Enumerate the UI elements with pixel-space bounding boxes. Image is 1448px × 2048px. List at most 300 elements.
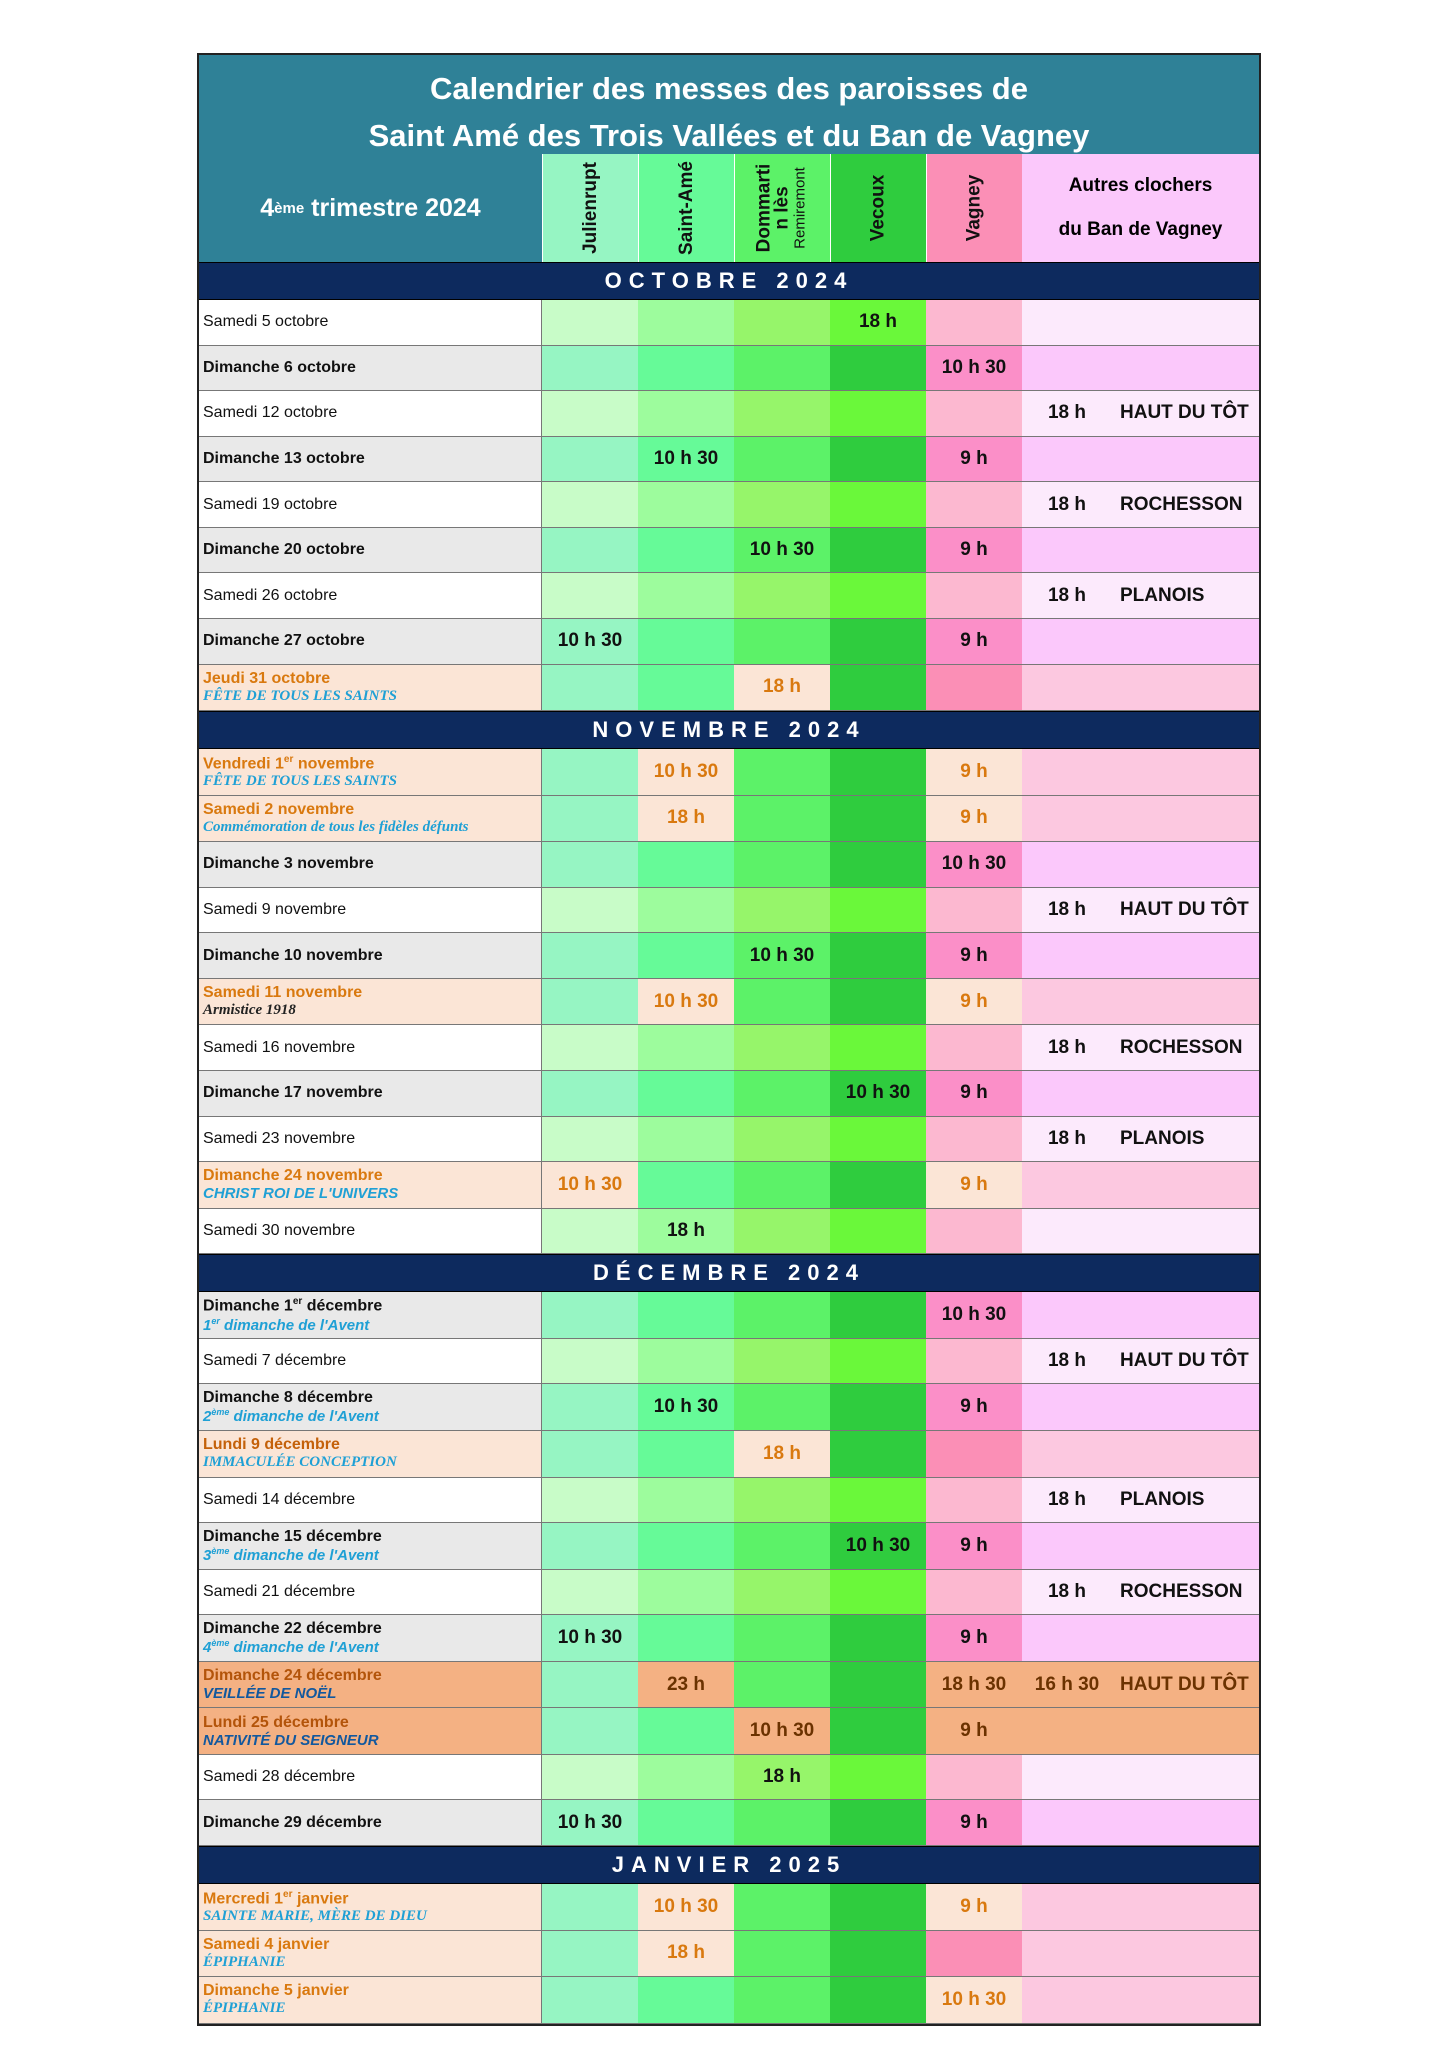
date-label: Samedi 5 octobre — [203, 313, 329, 331]
date-label: Samedi 14 décembre — [203, 1490, 356, 1508]
date-label: Dimanche 24 novembre — [203, 1167, 383, 1185]
calendar-row — [199, 346, 1259, 392]
time-cell-saint-ame: 23 h — [638, 1662, 734, 1708]
time-cell-julienrupt — [542, 391, 638, 436]
time-cell-saint-ame: 10 h 30 — [638, 1384, 734, 1430]
other-place: HAUT DU TÔT — [1120, 1350, 1249, 1372]
calendar-row — [199, 482, 1259, 528]
time-cell-julienrupt — [542, 1931, 638, 1977]
time-cell-vagney — [926, 573, 1022, 618]
other-clocher-cell — [1022, 979, 1259, 1025]
time-cell-dommartin — [734, 1117, 830, 1162]
time-cell-vagney: 9 h — [926, 1884, 1022, 1930]
time-cell-vecoux — [830, 391, 926, 436]
other-place: HAUT DU TÔT — [1120, 899, 1249, 921]
date-cell — [199, 346, 542, 391]
date-cell — [199, 619, 542, 664]
date-cell — [199, 1384, 542, 1430]
date-label: Samedi 19 octobre — [203, 495, 338, 513]
time-cell-julienrupt — [542, 1209, 638, 1254]
other-clocher-cell — [1022, 1708, 1259, 1754]
time-cell-julienrupt: 10 h 30 — [542, 1162, 638, 1208]
time-cell-saint-ame — [638, 391, 734, 436]
time-cell-vecoux — [830, 346, 926, 391]
time-cell-saint-ame — [638, 300, 734, 345]
calendar-row — [199, 1662, 1259, 1709]
time-cell-saint-ame — [638, 482, 734, 527]
time-cell-julienrupt: 10 h 30 — [542, 1615, 638, 1661]
time-cell-vagney — [926, 1431, 1022, 1477]
date-label: Dimanche 5 janvier — [203, 1982, 349, 2000]
date-label: Dimanche 8 décembre — [203, 1389, 373, 1407]
calendar-row — [199, 1800, 1259, 1846]
time-cell-saint-ame — [638, 528, 734, 573]
time-cell-vecoux — [830, 1209, 926, 1254]
date-label: Dimanche 13 octobre — [203, 449, 365, 467]
title-line-1: Calendrier des messes des paroisses de — [430, 71, 1028, 106]
calendar-title — [199, 55, 1259, 154]
time-cell-saint-ame — [638, 1025, 734, 1070]
time-cell-julienrupt: 10 h 30 — [542, 619, 638, 664]
time-cell-julienrupt — [542, 1662, 638, 1708]
time-cell-dommartin — [734, 1384, 830, 1430]
calendar-row — [199, 1025, 1259, 1071]
time-cell-vecoux — [830, 1931, 926, 1977]
time-cell-saint-ame — [638, 1755, 734, 1800]
time-cell-vecoux — [830, 482, 926, 527]
time-cell-dommartin — [734, 1292, 830, 1338]
calendar-row — [199, 1162, 1259, 1209]
time-cell-vecoux — [830, 437, 926, 482]
time-cell-vagney — [926, 888, 1022, 933]
other-clocher-cell — [1022, 1662, 1259, 1708]
title-line-2: Saint Amé des Trois Vallées et du Ban de Vagney — [368, 118, 1090, 153]
time-cell-julienrupt — [542, 1523, 638, 1569]
time-cell-vagney — [926, 1339, 1022, 1384]
other-clocher-cell — [1022, 1209, 1259, 1254]
time-cell-julienrupt — [542, 1708, 638, 1754]
time-cell-vagney: 9 h — [926, 749, 1022, 795]
time-cell-julienrupt — [542, 1384, 638, 1430]
date-cell — [199, 437, 542, 482]
time-cell-saint-ame — [638, 1977, 734, 2023]
other-clocher-cell — [1022, 300, 1259, 345]
other-clocher-cell — [1022, 528, 1259, 573]
date-cell — [199, 1800, 542, 1845]
date-sublabel: 4ème dimanche de l'Avent — [203, 1637, 379, 1656]
date-sublabel: IMMACULÉE CONCEPTION — [203, 1454, 397, 1471]
other-clocher-cell — [1022, 1615, 1259, 1661]
time-cell-vagney: 9 h — [926, 1384, 1022, 1430]
time-cell-vecoux: 10 h 30 — [830, 1071, 926, 1116]
time-cell-vecoux — [830, 1025, 926, 1070]
col-header-dommartin: Dommarti n lès Remiremont — [734, 154, 830, 262]
time-cell-saint-ame: 18 h — [638, 1209, 734, 1254]
time-cell-dommartin: 10 h 30 — [734, 933, 830, 978]
calendar-row — [199, 665, 1259, 712]
date-sublabel: Armistice 1918 — [203, 1002, 296, 1019]
time-cell-julienrupt — [542, 346, 638, 391]
date-cell — [199, 665, 542, 711]
time-cell-dommartin — [734, 1523, 830, 1569]
date-label: Samedi 30 novembre — [203, 1221, 356, 1239]
time-cell-vagney: 9 h — [926, 1523, 1022, 1569]
calendar-row — [199, 1755, 1259, 1801]
time-cell-dommartin — [734, 796, 830, 842]
calendar-row — [199, 1523, 1259, 1570]
date-label: Dimanche 29 décembre — [203, 1813, 382, 1831]
other-place: HAUT DU TÔT — [1120, 402, 1249, 424]
time-cell-saint-ame: 10 h 30 — [638, 1884, 734, 1930]
time-cell-vecoux — [830, 1162, 926, 1208]
time-cell-julienrupt — [542, 1339, 638, 1384]
calendar-row — [199, 749, 1259, 796]
time-cell-vecoux — [830, 749, 926, 795]
date-sublabel: VEILLÉE DE NOËL — [203, 1685, 337, 1703]
time-cell-julienrupt — [542, 1431, 638, 1477]
date-label: Dimanche 17 novembre — [203, 1084, 383, 1102]
date-cell — [199, 1478, 542, 1523]
other-clocher-cell — [1022, 665, 1259, 711]
date-cell — [199, 391, 542, 436]
date-label: Lundi 9 décembre — [203, 1436, 340, 1454]
date-cell — [199, 749, 542, 795]
time-cell-saint-ame — [638, 1478, 734, 1523]
time-cell-vecoux — [830, 1615, 926, 1661]
time-cell-vagney — [926, 665, 1022, 711]
time-cell-saint-ame — [638, 665, 734, 711]
time-cell-vecoux: 10 h 30 — [830, 1523, 926, 1569]
calendar-row — [199, 888, 1259, 934]
date-label: Samedi 7 décembre — [203, 1352, 347, 1370]
month-header: JANVIER 2025 — [199, 1846, 1259, 1884]
calendar-row — [199, 1339, 1259, 1385]
date-sublabel: ÉPIPHANIE — [203, 2000, 286, 2017]
time-cell-saint-ame — [638, 1292, 734, 1338]
other-clocher-cell — [1022, 391, 1259, 436]
time-cell-dommartin — [734, 1025, 830, 1070]
time-cell-saint-ame — [638, 1523, 734, 1569]
time-cell-saint-ame — [638, 1117, 734, 1162]
other-time: 18 h — [1047, 1127, 1087, 1149]
time-cell-vecoux — [830, 1292, 926, 1338]
time-cell-julienrupt — [542, 933, 638, 978]
date-label: Dimanche 6 octobre — [203, 358, 356, 376]
calendar-row — [199, 1884, 1259, 1931]
time-cell-saint-ame — [638, 888, 734, 933]
time-cell-dommartin — [734, 1162, 830, 1208]
time-cell-vagney — [926, 1117, 1022, 1162]
time-cell-saint-ame — [638, 1431, 734, 1477]
date-cell — [199, 1025, 542, 1070]
date-sublabel: FÊTE DE TOUS LES SAINTS — [203, 687, 397, 704]
time-cell-saint-ame — [638, 1162, 734, 1208]
date-cell — [199, 573, 542, 618]
date-cell — [199, 1339, 542, 1384]
time-cell-vagney: 9 h — [926, 1800, 1022, 1845]
time-cell-julienrupt — [542, 888, 638, 933]
calendar-row — [199, 1570, 1259, 1616]
date-sublabel: NATIVITÉ DU SEIGNEUR — [203, 1731, 379, 1749]
other-time: 18 h — [1047, 1036, 1087, 1058]
time-cell-vagney: 10 h 30 — [926, 346, 1022, 391]
other-time: 18 h — [1047, 493, 1087, 515]
date-label: Dimanche 20 octobre — [203, 541, 365, 559]
date-cell — [199, 1071, 542, 1116]
date-cell — [199, 1523, 542, 1569]
time-cell-dommartin — [734, 1662, 830, 1708]
other-clocher-cell — [1022, 1884, 1259, 1930]
time-cell-saint-ame: 18 h — [638, 796, 734, 842]
time-cell-vecoux: 18 h — [830, 300, 926, 345]
time-cell-julienrupt — [542, 437, 638, 482]
calendar-row — [199, 1931, 1259, 1978]
calendar-row — [199, 1384, 1259, 1431]
mass-calendar-table — [197, 53, 1261, 2026]
col-header-julienrupt: Julienrupt — [542, 154, 638, 262]
date-sublabel: FÊTE DE TOUS LES SAINTS — [203, 773, 397, 789]
other-place: PLANOIS — [1120, 1127, 1205, 1149]
date-cell — [199, 1662, 542, 1708]
time-cell-dommartin — [734, 979, 830, 1025]
calendar-row — [199, 437, 1259, 483]
calendar-row — [199, 391, 1259, 437]
other-place: HAUT DU TÔT — [1120, 1673, 1249, 1695]
time-cell-vagney: 9 h — [926, 796, 1022, 842]
other-clocher-cell — [1022, 1025, 1259, 1070]
time-cell-vecoux — [830, 1800, 926, 1845]
other-clocher-cell — [1022, 1800, 1259, 1845]
time-cell-julienrupt: 10 h 30 — [542, 1800, 638, 1845]
time-cell-dommartin — [734, 1800, 830, 1845]
time-cell-saint-ame — [638, 346, 734, 391]
calendar-row — [199, 842, 1259, 888]
date-cell — [199, 1431, 542, 1477]
other-clocher-cell — [1022, 1162, 1259, 1208]
date-cell — [199, 1708, 542, 1754]
time-cell-dommartin — [734, 391, 830, 436]
time-cell-vagney: 9 h — [926, 1162, 1022, 1208]
time-cell-vecoux — [830, 933, 926, 978]
time-cell-vecoux — [830, 979, 926, 1025]
date-sublabel: Commémoration de tous les fidèles défunts — [203, 818, 469, 835]
time-cell-dommartin — [734, 888, 830, 933]
date-cell — [199, 482, 542, 527]
time-cell-dommartin — [734, 482, 830, 527]
calendar-row — [199, 1478, 1259, 1524]
calendar-row — [199, 1117, 1259, 1163]
date-label: Samedi 23 novembre — [203, 1129, 356, 1147]
col-header-saint-ame: Saint-Amé — [638, 154, 734, 262]
other-clocher-cell — [1022, 573, 1259, 618]
time-cell-julienrupt — [542, 665, 638, 711]
time-cell-vecoux — [830, 1431, 926, 1477]
time-cell-dommartin: 18 h — [734, 665, 830, 711]
time-cell-vagney — [926, 1478, 1022, 1523]
time-cell-saint-ame — [638, 1800, 734, 1845]
date-sublabel: 1er dimanche de l'Avent — [203, 1315, 370, 1334]
time-cell-vecoux — [830, 1478, 926, 1523]
time-cell-dommartin: 10 h 30 — [734, 528, 830, 573]
other-clocher-cell — [1022, 933, 1259, 978]
time-cell-julienrupt — [542, 796, 638, 842]
calendar-row — [199, 528, 1259, 574]
time-cell-saint-ame — [638, 1570, 734, 1615]
time-cell-julienrupt — [542, 573, 638, 618]
time-cell-vagney: 18 h 30 — [926, 1662, 1022, 1708]
date-cell — [199, 1570, 542, 1615]
date-label: Samedi 11 novembre — [203, 984, 363, 1002]
other-time: 18 h — [1047, 1350, 1087, 1372]
calendar-row — [199, 796, 1259, 843]
other-clocher-cell — [1022, 1339, 1259, 1384]
time-cell-vagney — [926, 1931, 1022, 1977]
other-clocher-cell — [1022, 1117, 1259, 1162]
time-cell-vecoux — [830, 1662, 926, 1708]
column-header-row — [199, 154, 1259, 262]
date-cell — [199, 1162, 542, 1208]
time-cell-dommartin — [734, 1977, 830, 2023]
other-clocher-cell — [1022, 1977, 1259, 2023]
time-cell-julienrupt — [542, 1071, 638, 1116]
calendar-row — [199, 1292, 1259, 1339]
calendar-row — [199, 1209, 1259, 1255]
time-cell-vecoux — [830, 573, 926, 618]
time-cell-saint-ame — [638, 1339, 734, 1384]
trimestre-label: 4 ème trimestre 2024 — [199, 154, 542, 262]
time-cell-julienrupt — [542, 749, 638, 795]
other-place: ROCHESSON — [1120, 493, 1243, 515]
other-place: PLANOIS — [1120, 584, 1205, 606]
time-cell-julienrupt — [542, 1478, 638, 1523]
time-cell-vagney: 9 h — [926, 1708, 1022, 1754]
time-cell-saint-ame — [638, 573, 734, 618]
time-cell-vagney — [926, 1209, 1022, 1254]
date-cell — [199, 979, 542, 1025]
other-clocher-cell — [1022, 842, 1259, 887]
time-cell-saint-ame — [638, 933, 734, 978]
time-cell-vagney — [926, 391, 1022, 436]
time-cell-saint-ame: 18 h — [638, 1931, 734, 1977]
date-label: Samedi 21 décembre — [203, 1582, 356, 1600]
date-label: Vendredi 1er novembre — [203, 753, 375, 772]
other-clocher-cell — [1022, 888, 1259, 933]
date-label: Dimanche 22 décembre — [203, 1619, 382, 1637]
other-clocher-cell — [1022, 1755, 1259, 1800]
date-label: Samedi 9 novembre — [203, 901, 347, 919]
time-cell-vecoux — [830, 1117, 926, 1162]
col-header-vagney: Vagney — [926, 154, 1022, 262]
date-cell — [199, 933, 542, 978]
calendar-row — [199, 1431, 1259, 1478]
other-clocher-cell — [1022, 1478, 1259, 1523]
time-cell-saint-ame — [638, 1708, 734, 1754]
time-cell-vecoux — [830, 665, 926, 711]
date-label: Dimanche 3 novembre — [203, 855, 374, 873]
other-time: 18 h — [1047, 1580, 1087, 1602]
time-cell-dommartin: 18 h — [734, 1755, 830, 1800]
time-cell-vagney: 9 h — [926, 437, 1022, 482]
date-cell — [199, 300, 542, 345]
calendar-row — [199, 1708, 1259, 1755]
time-cell-dommartin — [734, 842, 830, 887]
time-cell-saint-ame — [638, 1071, 734, 1116]
time-cell-vagney — [926, 1570, 1022, 1615]
date-cell — [199, 888, 542, 933]
time-cell-saint-ame — [638, 619, 734, 664]
time-cell-saint-ame: 10 h 30 — [638, 979, 734, 1025]
date-cell — [199, 1292, 542, 1338]
month-header: DÉCEMBRE 2024 — [199, 1254, 1259, 1292]
time-cell-dommartin — [734, 1209, 830, 1254]
other-clocher-cell — [1022, 1292, 1259, 1338]
other-time: 18 h — [1047, 899, 1087, 921]
time-cell-vecoux — [830, 619, 926, 664]
date-cell — [199, 1755, 542, 1800]
calendar-row — [199, 619, 1259, 665]
time-cell-julienrupt — [542, 1884, 638, 1930]
date-label: Samedi 26 octobre — [203, 586, 338, 604]
time-cell-saint-ame — [638, 1615, 734, 1661]
other-time: 18 h — [1047, 584, 1087, 606]
time-cell-dommartin: 10 h 30 — [734, 1708, 830, 1754]
time-cell-vagney: 10 h 30 — [926, 842, 1022, 887]
time-cell-dommartin — [734, 573, 830, 618]
time-cell-dommartin — [734, 619, 830, 664]
calendar-row — [199, 573, 1259, 619]
other-clocher-cell — [1022, 1384, 1259, 1430]
date-sublabel: SAINTE MARIE, MÈRE DE DIEU — [203, 1907, 427, 1924]
time-cell-julienrupt — [542, 482, 638, 527]
time-cell-vagney: 9 h — [926, 1071, 1022, 1116]
time-cell-vagney: 9 h — [926, 979, 1022, 1025]
col-header-vecoux: Vecoux — [830, 154, 926, 262]
other-clocher-cell — [1022, 346, 1259, 391]
other-place: ROCHESSON — [1120, 1580, 1243, 1602]
time-cell-dommartin: 18 h — [734, 1431, 830, 1477]
time-cell-dommartin — [734, 300, 830, 345]
time-cell-vagney: 9 h — [926, 619, 1022, 664]
date-cell — [199, 1117, 542, 1162]
other-clocher-cell — [1022, 1931, 1259, 1977]
other-time: 16 h 30 — [1034, 1673, 1100, 1695]
time-cell-julienrupt — [542, 300, 638, 345]
other-place: PLANOIS — [1120, 1488, 1205, 1510]
time-cell-saint-ame: 10 h 30 — [638, 749, 734, 795]
time-cell-julienrupt — [542, 1755, 638, 1800]
other-time: 18 h — [1047, 402, 1087, 424]
date-label: Dimanche 15 décembre — [203, 1527, 382, 1545]
time-cell-vagney — [926, 1025, 1022, 1070]
time-cell-dommartin — [734, 1931, 830, 1977]
date-label: Samedi 4 janvier — [203, 1935, 330, 1953]
other-clocher-cell — [1022, 749, 1259, 795]
time-cell-dommartin — [734, 1339, 830, 1384]
time-cell-vagney — [926, 300, 1022, 345]
time-cell-vecoux — [830, 796, 926, 842]
date-cell — [199, 1931, 542, 1977]
calendar-row — [199, 933, 1259, 979]
time-cell-vecoux — [830, 1884, 926, 1930]
date-label: Samedi 28 décembre — [203, 1768, 356, 1786]
date-cell — [199, 842, 542, 887]
calendar-row — [199, 1615, 1259, 1662]
date-label: Mercredi 1er janvier — [203, 1888, 349, 1907]
time-cell-julienrupt — [542, 528, 638, 573]
other-clocher-cell — [1022, 619, 1259, 664]
date-sublabel: 2ème dimanche de l'Avent — [203, 1407, 379, 1426]
time-cell-vagney: 9 h — [926, 528, 1022, 573]
